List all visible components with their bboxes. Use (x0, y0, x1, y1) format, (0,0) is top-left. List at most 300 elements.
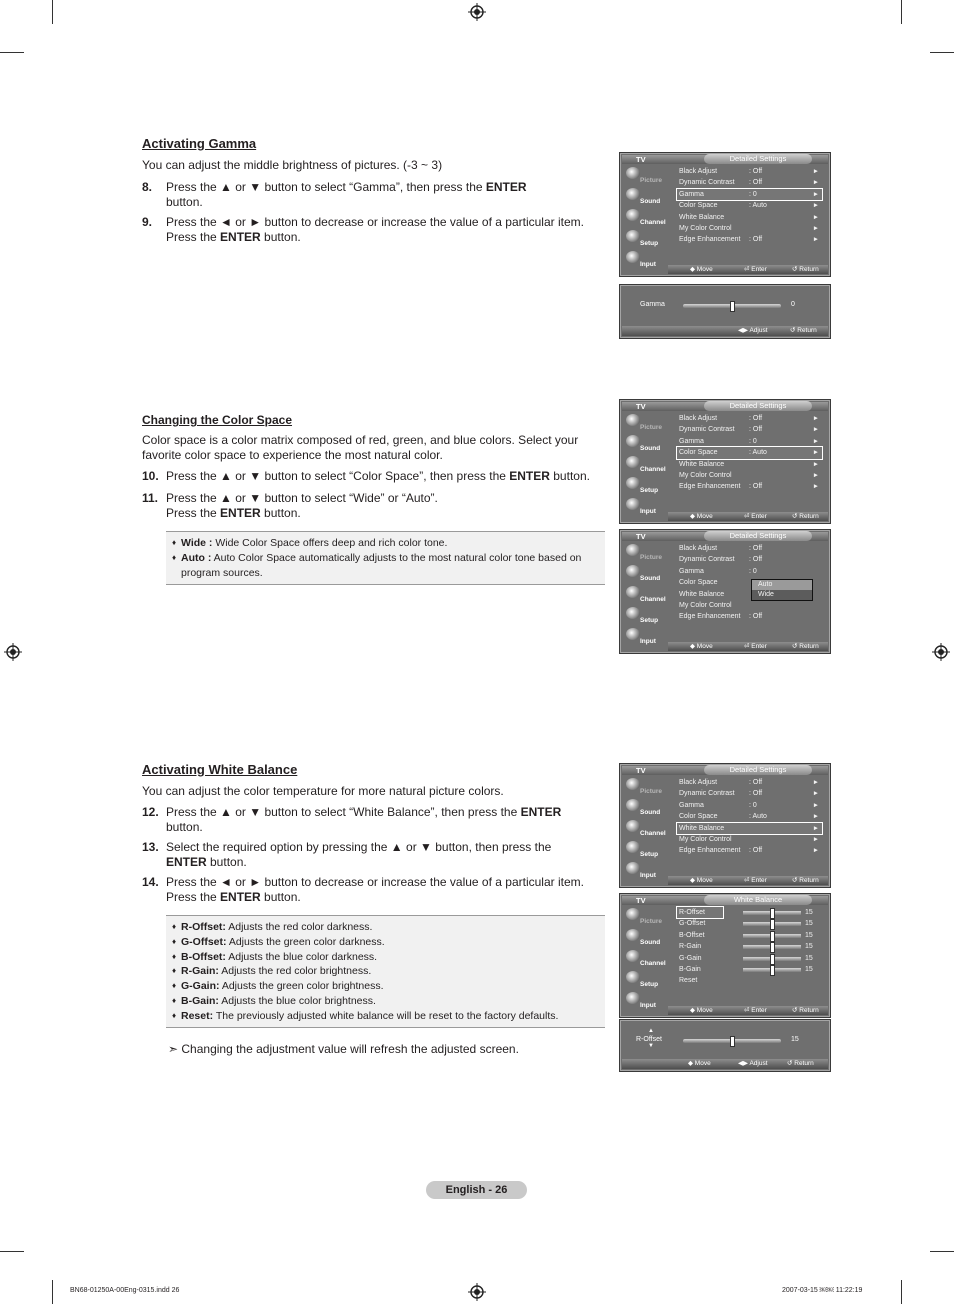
osd-item-label: G-Gain (679, 954, 702, 962)
picture-icon (626, 167, 640, 179)
osd-item-label: My Color Control (679, 471, 732, 479)
osd-title: Detailed Settings (704, 154, 812, 164)
osd-wb-item[interactable] (677, 930, 822, 941)
arrow-right-icon: ► (812, 179, 819, 187)
step-text: button. (549, 469, 590, 483)
arrow-right-icon: ► (812, 190, 819, 198)
colorspace-notes (166, 531, 605, 585)
osd-item-value: : Off (749, 168, 763, 175)
osd-side-item-picture[interactable] (622, 776, 667, 797)
osd-menu-item[interactable] (677, 166, 822, 177)
osd-item-label: Color Space (679, 449, 718, 457)
page-number: English - 26 (426, 1181, 527, 1199)
osd-hint-enter: ⏎ Enter (744, 1007, 767, 1014)
osd-title: Detailed Settings (704, 401, 812, 411)
diamond-bullet-icon: ♦ (172, 981, 177, 991)
diamond-bullet-icon: ♦ (172, 936, 177, 946)
osd-side-menu (622, 906, 667, 1011)
osd-wb-item[interactable] (677, 964, 822, 975)
wb-level-knob[interactable] (770, 919, 775, 930)
slider-value: 0 (791, 301, 795, 308)
arrow-right-icon: ► (812, 801, 819, 809)
osd-item-value: : Off (749, 613, 763, 621)
osd-item-label: Color Space (679, 813, 718, 821)
tip-note (168, 1042, 519, 1056)
osd-source-label: TV (636, 402, 646, 411)
osd-menu-item[interactable] (677, 543, 822, 554)
step-key: ENTER (220, 889, 261, 904)
osd-item-label: White Balance (679, 824, 725, 832)
note-item: ♦ Auto : Auto Color Space automatically adjusts to the most natural color tone based on program sources. (172, 551, 582, 579)
note-item: ♦ R-Offset: Adjusts the red color darkness. (172, 921, 373, 933)
arrow-right-icon: ► (812, 426, 819, 434)
osd-item-label: Gamma (679, 801, 704, 809)
osd-item-value: 15 (805, 920, 813, 928)
osd-side-label: Sound (640, 575, 661, 582)
diamond-bullet-icon: ♦ (172, 1010, 177, 1020)
osd-menu-item[interactable] (677, 424, 822, 435)
osd-side-item-input[interactable] (622, 990, 667, 1011)
crop-mark (52, 0, 53, 24)
osd-side-item-sound[interactable] (622, 797, 667, 818)
osd-menu-item[interactable] (677, 554, 822, 565)
whitebalance-intro: You can adjust the color temperature for more natural picture colors. (142, 784, 504, 798)
step-text: Press the ▲ or ▼ button to select “White Balance”, then press the (166, 805, 521, 819)
diamond-bullet-icon: ♦ (172, 538, 177, 547)
input-icon (626, 628, 640, 640)
osd-side-menu (622, 165, 667, 270)
step-text: Press the ◄ or ► button to decrease or increase the value of a particular item. Press the (166, 215, 584, 244)
osd-side-label: Channel (640, 830, 666, 837)
arrow-right-icon: ► (812, 790, 819, 798)
osd-item-value: : Off (749, 545, 763, 552)
osd-side-item-picture[interactable] (622, 906, 667, 927)
osd-item-value: : Off (749, 779, 763, 786)
osd-menu-item[interactable] (677, 447, 822, 458)
crop-mark (930, 1251, 954, 1252)
osd-menu-item[interactable] (677, 223, 822, 234)
setup-icon (626, 230, 640, 242)
step-number: 8. (142, 180, 153, 194)
osd-item-label: My Color Control (679, 601, 732, 609)
osd-footer (668, 265, 828, 274)
osd-menu-item[interactable] (677, 777, 822, 788)
osd-side-menu (622, 542, 667, 647)
crop-mark (901, 1280, 902, 1304)
slider-label: R-Offset (636, 1036, 662, 1043)
arrow-right-icon: ► (812, 483, 819, 491)
osd-menu-item[interactable] (677, 212, 822, 223)
osd-footer (668, 512, 828, 521)
osd-menu-item[interactable] (677, 413, 822, 424)
osd-hint-return: ↺ Return (792, 877, 819, 884)
picture-icon (626, 414, 640, 426)
osd-side-item-sound[interactable] (622, 927, 667, 948)
channel-icon (626, 586, 640, 598)
osd-side-item-sound[interactable] (622, 186, 667, 207)
wb-level-knob[interactable] (770, 931, 775, 942)
osd-menu-item[interactable] (677, 811, 822, 822)
colorspace-intro: Color space is a color matrix composed of red, green, and blue colors. Select your favorite color space to experience the most natural color. (142, 433, 579, 462)
osd-menu-item[interactable] (677, 200, 822, 211)
arrow-down-icon: ▼ (648, 1043, 654, 1049)
osd-hint-move: ◆ Move (690, 643, 713, 650)
arrow-right-icon: ► (812, 415, 819, 422)
sound-icon (626, 565, 640, 577)
osd-menu-item[interactable] (677, 600, 822, 611)
gamma-intro: You can adjust the middle brightness of pictures. (-3 ~ 3) (142, 158, 443, 172)
sound-icon (626, 799, 640, 811)
osd-side-item-channel[interactable] (622, 818, 667, 839)
osd-menu-item[interactable] (677, 436, 822, 447)
note-item: ♦ R-Gain: Adjusts the red color brightness. (172, 965, 372, 978)
dropdown-option[interactable]: Auto (752, 580, 812, 590)
arrow-right-icon: ► (812, 813, 819, 821)
osd-item-label: Black Adjust (679, 545, 718, 552)
osd-side-label: Sound (640, 809, 661, 816)
picture-icon (626, 778, 640, 790)
osd-side-label: Channel (640, 960, 666, 967)
osd-side-item-channel[interactable] (622, 454, 667, 475)
step-text: button. (166, 819, 203, 834)
osd-side-label: Sound (640, 198, 661, 205)
note-item: ♦ G-Gain: Adjusts the green color brightness. (172, 980, 384, 993)
osd-item-label: G-Offset (679, 920, 706, 928)
osd-hint-return: ↺ Return (792, 1007, 819, 1014)
gamma-heading: Activating Gamma (142, 136, 257, 151)
osd-side-label: Input (640, 638, 656, 645)
crop-mark (0, 1251, 24, 1252)
picture-icon (626, 544, 640, 556)
osd-side-item-channel[interactable] (622, 584, 667, 605)
osd-item-value: 15 (805, 909, 813, 916)
osd-item-value: : Off (749, 483, 763, 491)
osd-item-value: 15 (805, 943, 813, 951)
osd-white-balance (619, 893, 831, 1018)
osd-item-label: Black Adjust (679, 779, 718, 786)
sound-icon (626, 929, 640, 941)
crop-mark (0, 52, 24, 53)
osd-item-value: 15 (805, 954, 813, 962)
arrow-right-icon: ► (812, 824, 819, 832)
step-key: ENTER (509, 469, 550, 483)
osd-item-label: White Balance (679, 213, 725, 221)
osd-hint-enter: ⏎ Enter (744, 266, 767, 273)
wb-level-knob[interactable] (770, 954, 775, 965)
osd-item-value: : Off (749, 556, 763, 564)
arrow-right-icon: ► (812, 835, 819, 843)
channel-icon (626, 950, 640, 962)
osd-source-label: TV (636, 766, 646, 775)
arrow-right-icon: ► (812, 437, 819, 445)
note-item: ♦ G-Offset: Adjusts the green color darkness. (172, 935, 385, 948)
channel-icon (626, 820, 640, 832)
osd-detailed-settings-colorspace (619, 399, 831, 524)
arrow-right-icon: ► (812, 168, 819, 175)
osd-item-value: : Auto (749, 202, 767, 210)
osd-hint-return: ↺ Return (792, 266, 819, 273)
osd-item-label: White Balance (679, 590, 725, 598)
input-icon (626, 992, 640, 1004)
osd-item-value: : Off (749, 236, 763, 244)
osd-item-label: Dynamic Contrast (679, 790, 735, 798)
osd-menu-list (677, 777, 822, 857)
osd-item-label: R-Gain (679, 943, 702, 951)
diamond-bullet-icon: ♦ (172, 951, 177, 961)
osd-item-value: : Auto (749, 449, 767, 457)
osd-title: White Balance (704, 895, 812, 905)
crop-mark (52, 1280, 53, 1304)
wb-level-knob[interactable] (770, 965, 775, 976)
osd-side-item-input[interactable] (622, 496, 667, 517)
osd-item-label: Black Adjust (679, 168, 718, 175)
osd-hint-adjust: ◀▶ Adjust (738, 1060, 768, 1067)
osd-wb-item[interactable] (677, 918, 822, 929)
osd-footer (668, 1006, 828, 1015)
step-text: button. (166, 194, 203, 209)
osd-side-label: Input (640, 1002, 656, 1009)
osd-gamma-slider (619, 284, 831, 339)
osd-side-label: Setup (640, 240, 659, 247)
osd-item-label: Dynamic Contrast (679, 426, 735, 434)
step-text: button. (260, 889, 301, 904)
osd-item-value: : Auto (749, 813, 767, 821)
colorspace-dropdown[interactable] (751, 579, 813, 601)
osd-menu-item[interactable] (677, 566, 822, 577)
dropdown-option[interactable]: Wide (758, 591, 774, 598)
arrow-right-icon: ► (812, 460, 819, 468)
channel-icon (626, 209, 640, 221)
colorspace-heading: Changing the Color Space (142, 413, 293, 427)
registration-mark-icon (932, 643, 950, 661)
osd-side-label: Setup (640, 851, 659, 858)
osd-hint-return: ↺ Return (792, 513, 819, 520)
arrow-right-icon: ► (812, 236, 819, 244)
osd-menu-item[interactable] (677, 177, 822, 188)
osd-wb-item[interactable] (677, 941, 822, 952)
osd-menu-item[interactable] (677, 459, 822, 470)
slider-knob[interactable] (730, 301, 735, 312)
osd-side-label: Picture (640, 918, 663, 925)
input-icon (626, 498, 640, 510)
whitebalance-notes (166, 915, 605, 1028)
osd-menu-item[interactable] (677, 481, 822, 492)
osd-side-label: Picture (640, 177, 663, 184)
osd-menu-list (677, 166, 822, 246)
osd-item-value: : Off (749, 179, 763, 187)
step-key: ENTER (520, 805, 562, 819)
osd-side-menu (622, 776, 667, 881)
osd-source-label: TV (636, 896, 646, 905)
osd-hint-move: ◆ Move (690, 877, 713, 884)
step-text: button. (206, 854, 247, 869)
osd-item-label: My Color Control (679, 835, 732, 843)
osd-menu-item[interactable] (677, 611, 822, 622)
osd-side-label: Setup (640, 487, 659, 494)
step-text: Press the ▲ or ▼ button to select “Gamma”, then press the (166, 180, 486, 194)
osd-item-value: : Off (749, 790, 763, 798)
step-text: Select the required option by pressing the ▲ or ▼ button, then press the (166, 840, 552, 854)
osd-detailed-settings-gamma (619, 152, 831, 277)
crop-mark (930, 52, 954, 53)
osd-wb-list (677, 907, 822, 987)
osd-side-item-picture[interactable] (622, 542, 667, 563)
osd-side-item-channel[interactable] (622, 207, 667, 228)
step-text: button. (260, 505, 301, 520)
osd-item-label: B-Gain (679, 965, 701, 973)
arrow-tip-icon: ➣ (168, 1042, 182, 1056)
slider-knob[interactable] (730, 1036, 735, 1047)
arrow-right-icon: ► (812, 213, 819, 221)
osd-hint-enter: ⏎ Enter (744, 877, 767, 884)
step-number: 10. (142, 469, 159, 483)
input-icon (626, 251, 640, 263)
osd-item-value: : 0 (749, 437, 757, 445)
osd-side-item-setup[interactable] (622, 475, 667, 496)
arrow-right-icon: ► (812, 202, 819, 210)
sound-icon (626, 435, 640, 447)
osd-item-value: : 0 (749, 190, 757, 198)
osd-side-item-input[interactable] (622, 860, 667, 881)
osd-side-label: Input (640, 261, 656, 268)
osd-menu-item[interactable] (677, 800, 822, 811)
osd-item-label: Dynamic Contrast (679, 179, 735, 187)
osd-item-label: Color Space (679, 202, 718, 210)
setup-icon (626, 477, 640, 489)
osd-menu-item[interactable] (677, 845, 822, 856)
osd-wb-item[interactable] (677, 953, 822, 964)
slider-value: 15 (791, 1036, 799, 1043)
input-icon (626, 862, 640, 874)
step-text: Press the ▲ or ▼ button to select “Color Space”, then press the (166, 469, 510, 483)
setup-icon (626, 971, 640, 983)
osd-side-label: Channel (640, 219, 666, 226)
osd-item-label: Dynamic Contrast (679, 556, 735, 564)
osd-hint-adjust: ◀▶ Adjust (738, 327, 768, 334)
osd-menu-item[interactable] (677, 823, 822, 834)
arrow-right-icon: ► (812, 449, 819, 457)
wb-level-knob[interactable] (770, 908, 775, 919)
osd-side-item-input[interactable] (622, 626, 667, 647)
osd-side-item-picture[interactable] (622, 165, 667, 186)
step-number: 13. (142, 840, 159, 854)
osd-side-label: Sound (640, 939, 661, 946)
note-item: ♦ B-Offset: Adjusts the blue color darkness. (172, 950, 378, 963)
wb-level-knob[interactable] (770, 942, 775, 953)
arrow-right-icon: ► (812, 471, 819, 479)
osd-side-item-sound[interactable] (622, 563, 667, 584)
osd-item-value: : 0 (749, 801, 757, 809)
osd-item-label: White Balance (679, 460, 725, 468)
note-item: ♦ Wide : Wide Color Space offers deep and rich color tone. (172, 537, 448, 549)
osd-hint-move: ◆ Move (690, 513, 713, 520)
step-number: 11. (142, 491, 159, 505)
step-text: button. (260, 229, 301, 244)
osd-hint-return: ↺ Return (787, 1060, 814, 1067)
osd-menu-item[interactable] (677, 234, 822, 245)
registration-mark-icon (468, 1283, 486, 1301)
osd-side-item-setup[interactable] (622, 605, 667, 626)
osd-item-label: Gamma (679, 190, 704, 198)
osd-item-label: My Color Control (679, 224, 732, 232)
osd-item-label: Gamma (679, 437, 704, 445)
arrow-right-icon: ► (812, 847, 819, 855)
osd-side-label: Setup (640, 981, 659, 988)
osd-menu-item[interactable] (677, 788, 822, 799)
osd-side-item-setup[interactable] (622, 228, 667, 249)
channel-icon (626, 456, 640, 468)
osd-hint-move: ◆ Move (690, 266, 713, 273)
step-key: ENTER (220, 229, 261, 244)
registration-mark-icon (4, 643, 22, 661)
osd-side-item-sound[interactable] (622, 433, 667, 454)
osd-menu-item[interactable] (677, 834, 822, 845)
osd-item-value: : 0 (749, 567, 757, 575)
osd-source-label: TV (636, 532, 646, 541)
osd-colorspace-dropdown (619, 529, 831, 654)
osd-item-label: Edge Enhancement (679, 483, 741, 491)
osd-item-label: Gamma (679, 567, 704, 575)
osd-roffset-slider (619, 1019, 831, 1072)
slider-footer (622, 326, 828, 336)
footer-date: 2007-03-15 ￼￼ 11:22:19 (782, 1287, 863, 1294)
osd-item-value: 15 (805, 965, 813, 973)
crop-mark (901, 0, 902, 24)
osd-side-menu (622, 412, 667, 517)
osd-item-label: Edge Enhancement (679, 613, 741, 621)
osd-side-item-channel[interactable] (622, 948, 667, 969)
osd-hint-move: ◆ Move (688, 1060, 711, 1067)
osd-side-item-setup[interactable] (622, 969, 667, 990)
osd-title: Detailed Settings (704, 765, 812, 775)
diamond-bullet-icon: ♦ (172, 552, 177, 562)
osd-wb-item[interactable] (677, 907, 813, 918)
osd-side-label: Setup (640, 617, 659, 624)
note-item: ♦ B-Gain: Adjusts the blue color brightness. (172, 994, 376, 1007)
step-key: ENTER (485, 180, 527, 194)
osd-item-label: Edge Enhancement (679, 236, 741, 244)
osd-item-value: : Off (749, 426, 763, 434)
sound-icon (626, 188, 640, 200)
osd-side-label: Input (640, 508, 656, 515)
tip-text: Changing the adjustment value will refresh the adjusted screen. (181, 1042, 519, 1056)
osd-menu-item[interactable] (677, 189, 822, 200)
arrow-right-icon: ► (812, 779, 819, 786)
osd-wb-item[interactable] (677, 975, 822, 986)
osd-source-label: TV (636, 155, 646, 164)
osd-side-item-input[interactable] (622, 249, 667, 270)
diamond-bullet-icon: ♦ (172, 922, 177, 931)
setup-icon (626, 841, 640, 853)
footer-file: BN68-01250A-00Eng-0315.indd 26 (70, 1287, 180, 1294)
diamond-bullet-icon: ♦ (172, 995, 177, 1005)
osd-hint-move: ◆ Move (690, 1007, 713, 1014)
slider-footer (622, 1059, 828, 1069)
osd-side-item-setup[interactable] (622, 839, 667, 860)
osd-side-item-picture[interactable] (622, 412, 667, 433)
osd-side-label: Picture (640, 424, 663, 431)
osd-item-label: Reset (679, 977, 698, 985)
osd-side-label: Channel (640, 596, 666, 603)
step-key: ENTER (166, 854, 207, 869)
osd-side-label: Input (640, 872, 656, 879)
osd-side-label: Channel (640, 466, 666, 473)
osd-menu-item[interactable] (677, 470, 822, 481)
osd-item-value: 15 (805, 931, 813, 939)
whitebalance-heading: Activating White Balance (142, 762, 298, 777)
osd-item-label: R-Offset (679, 909, 705, 916)
diamond-bullet-icon: ♦ (172, 966, 177, 976)
